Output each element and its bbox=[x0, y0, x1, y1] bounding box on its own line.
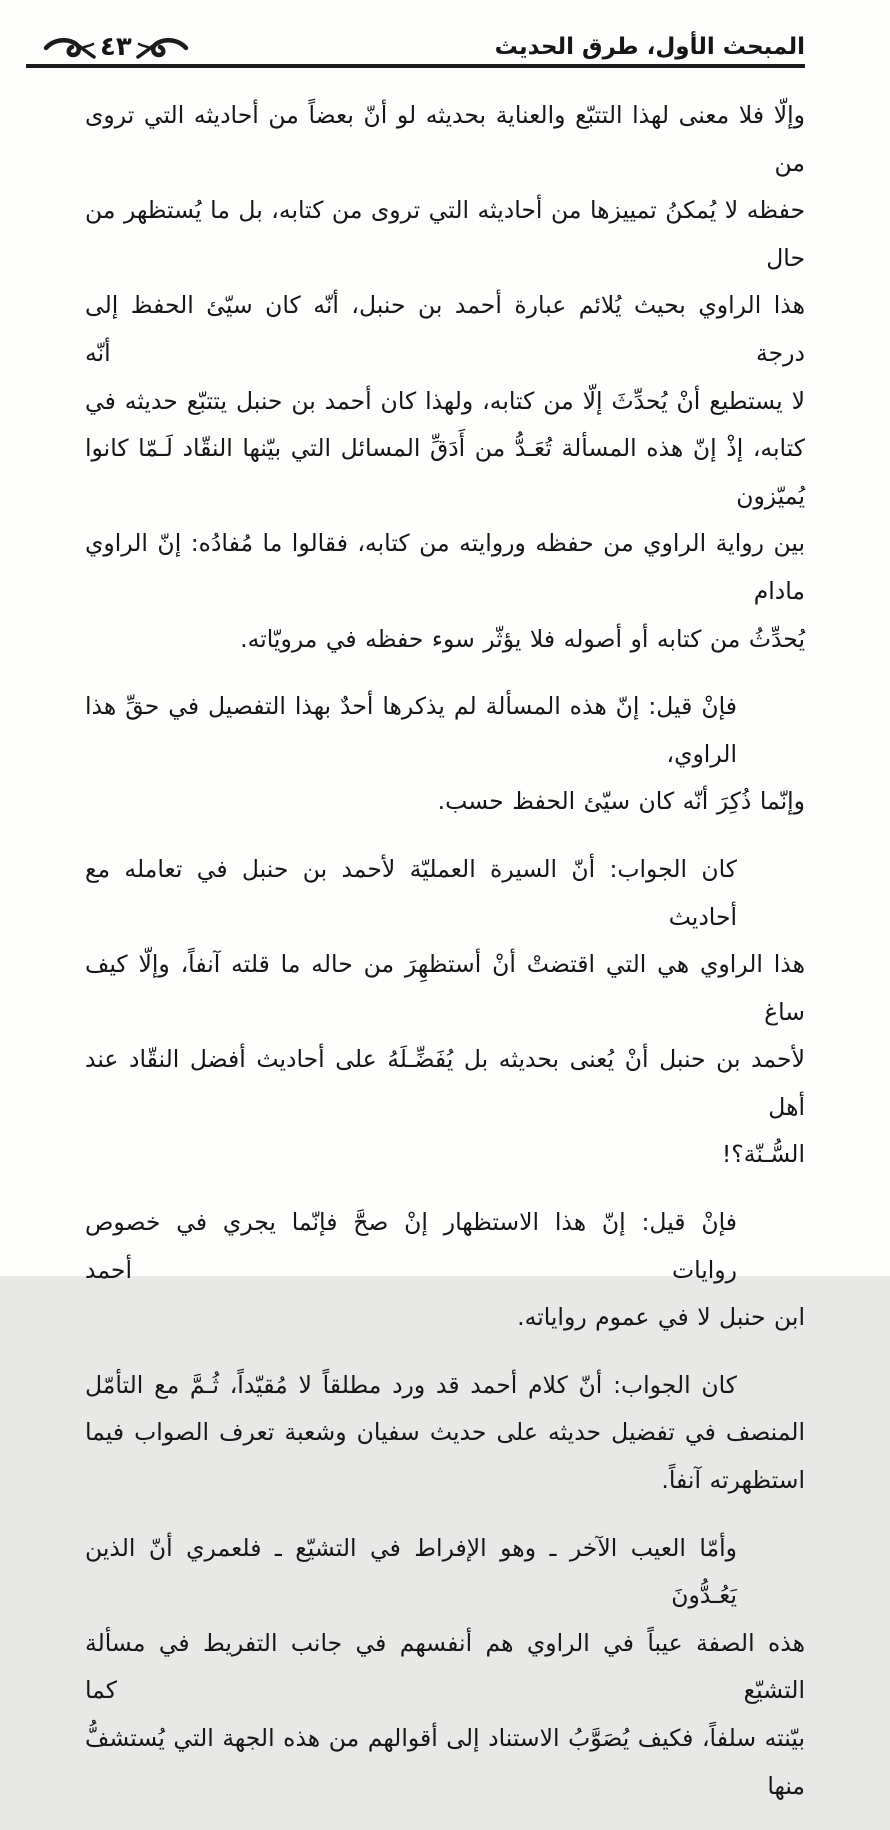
text-line: كان الجواب: أنّ كلام أحمد قد ورد مطلقاً لا مُقيّداً، ثُـمَّ مع التأمّل bbox=[85, 1370, 737, 1399]
paragraph bbox=[85, 1199, 805, 1342]
text-line: لا يستطيع أنْ يُحدِّثَ إلّا من كتابه، ولهذا كان أحمد بن حنبل يتتبّع حديثه في bbox=[85, 386, 805, 415]
text-line: المنصف في تفضيل حديثه على حديث سفيان وشعبة تعرف الصواب فيما bbox=[85, 1418, 805, 1447]
running-header bbox=[26, 0, 805, 68]
text-line: هذه الصفة عيباً في الراوي هم أنفسهم في جانب التفريط في مسألة التشيّع كما bbox=[85, 1628, 805, 1705]
page-number: ٤٣ bbox=[100, 32, 132, 62]
text-line: بيّنته سلفاً، فكيف يُصَوَّبُ الاستناد إلى أقوالهم من هذه الجهة التي يُستشفُّ منها bbox=[85, 1724, 805, 1800]
text-line: السُّـنّة؟! bbox=[721, 1140, 805, 1169]
page-number-ornament bbox=[44, 34, 188, 62]
text-line: هذا الراوي هي التي اقتضتْ أنْ أستظهِرَ من حاله ما قلته آنفاً، وإلّا كيف ساغ bbox=[85, 950, 805, 1026]
text-line: يُحدِّثُ من كتابه أو أصوله فلا يؤثّر سوء حفظه في مرويّاته. bbox=[240, 624, 805, 653]
text-line: ابن حنبل لا في عموم رواياته. bbox=[517, 1303, 805, 1332]
text-line: هذا الراوي بحيث يُلائم عبارة أحمد بن حنبل، أنّه كان سيّئ الحفظ إلى درجة أنّه bbox=[85, 291, 805, 367]
text-line: فإنْ قيل: إنّ هذه المسألة لم يذكرها أحدٌ بهذا التفصيل في حقِّ هذا الراوي، bbox=[85, 692, 737, 768]
text-line: وأمّا العيب الآخر ـ وهو الإفراط في التشيّع ـ فلعمري أنّ الذين يَعُـدُّونَ bbox=[85, 1533, 737, 1610]
paragraph bbox=[85, 846, 805, 1179]
text-line: فإنْ قيل: إنّ هذا الاستظهار إنْ صحَّ فإنّما يجري في خصوص روايات أحمد bbox=[85, 1208, 737, 1284]
flourish-left-icon bbox=[44, 35, 96, 61]
text-line: استظهرته آنفاً. bbox=[661, 1466, 805, 1495]
text-line: كان الجواب: أنّ السيرة العمليّة لأحمد بن حنبل في تعامله مع أحاديث bbox=[85, 854, 737, 931]
text-line: كتابه، إذْ إنّ هذه المسألة تُعَـدُّ من أَدَقِّ المسائل التي بيّنها النقّاد لَـمّا كانوا يُميّزون bbox=[85, 434, 805, 510]
paragraph bbox=[85, 92, 805, 663]
page-body-text bbox=[85, 92, 805, 1830]
text-line: بين رواية الراوي من حفظه وروايته من كتابه، فقالوا ما مُفادُه: إنّ الراوي مادام bbox=[85, 529, 805, 605]
text-line: لأحمد بن حنبل أنْ يُعنى بحديثه بل يُفَضِّـلَهُ على أحاديث أفضل النقّاد عند أهل bbox=[85, 1045, 805, 1121]
flourish-right-icon bbox=[136, 35, 188, 61]
text-line: حفظه لا يُمكنُ تمييزها من أحاديثه التي تروى من كتابه، بل ما يُستظهر من حال bbox=[85, 196, 805, 272]
paragraph bbox=[85, 1362, 805, 1505]
paragraph bbox=[85, 683, 805, 826]
paragraph bbox=[85, 1525, 805, 1811]
text-line: وإلّا فلا معنى لهذا التتبّع والعناية بحديثه لو أنّ بعضاً من أحاديثه التي تروى من bbox=[85, 101, 805, 177]
chapter-title: المبحث الأول، طرق الحديث bbox=[494, 34, 805, 60]
text-line: وإنّما ذُكِرَ أنّه كان سيّئ الحفظ حسب. bbox=[437, 787, 805, 816]
